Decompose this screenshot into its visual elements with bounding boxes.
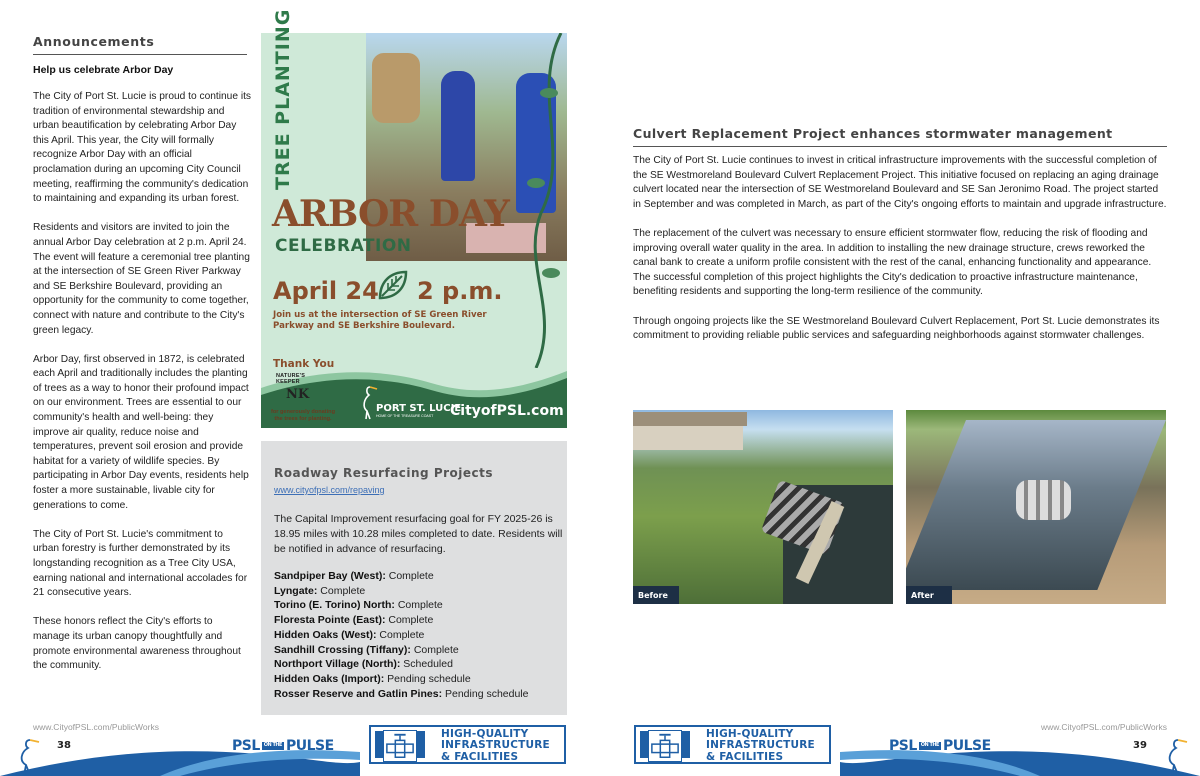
- footer-url-left[interactable]: www.CityofPSL.com/PublicWorks: [33, 722, 159, 732]
- culvert-paragraph: The City of Port St. Lucie continues to invest in critical infrastructure improvements with the successful completion of the SE Westmoreland Boulevard Culvert Replacement Project. This initiative focused on replacing an aging drainage culvert located near the intersection of SE Westmoreland Boulevard and SE San Jeronimo Road. The project started in September and was completed in March, as part of the City's ongoing efforts to maintain and upgrade infrastructure.: [633, 155, 1167, 210]
- infrastructure-badge: HIGH-QUALITY INFRASTRUCTURE & FACILITIES: [369, 725, 566, 764]
- celebration-subtitle: CELEBRATION: [275, 236, 412, 256]
- event-location: Join us at the intersection of SE Green River Parkway and SE Berkshire Boulevard.: [273, 310, 487, 331]
- culvert-paragraph: Through ongoing projects like the SE Westmoreland Boulevard Culvert Replacement, Port St. Lucie demonstrates its commitment to providing reliable public services and safeguarding neighborhoods against stormwater challenges.: [633, 315, 1160, 342]
- psl-on-the-pulse-logo: PSL ON THE PULSE: [889, 738, 991, 754]
- list-item: Lyngate: Complete: [274, 584, 366, 597]
- heron-icon: [1160, 736, 1190, 776]
- sponsor-note: for generously donating the trees for planting.: [270, 409, 336, 422]
- arbor-day-title: ARBOR DAY: [272, 193, 509, 235]
- page-number-right: 39: [1133, 740, 1147, 751]
- roadway-title: Roadway Resurfacing Projects: [274, 466, 494, 480]
- natures-keeper-logo: NATURE'S KEEPER NK: [276, 373, 310, 402]
- thank-you-label: Thank You: [273, 358, 335, 370]
- infrastructure-badge: HIGH-QUALITY INFRASTRUCTURE & FACILITIES: [634, 725, 831, 764]
- new-culvert-pipes: [1016, 480, 1071, 520]
- after-photo: [906, 410, 1166, 604]
- roadway-project-list: [274, 569, 564, 701]
- culvert-paragraph: The replacement of the culvert was necessary to ensure efficient stormwater flow, reducing the risk of flooding and improving overall water quality in the area. In addition to installing the new drainage structure, crews reworked the canal bank to create a uniform profile consistent with the rest of the canal, enhancing functionality and appearance. The successful completion of this project highlights the City's dedication to proactive infrastructure maintenance, benefiting residents and supporting the long-term resilience of the community.: [633, 227, 1152, 298]
- before-photo: [633, 410, 893, 604]
- arbor-paragraph: These honors reflect the City's efforts to manage its urban canopy thoughtfully and promote environmental awareness throughout the community.: [33, 616, 241, 672]
- arbor-paragraph: Arbor Day, first observed in 1872, is celebrated each April and traditionally includes the planting of trees as a way to honor their profound impact on our environment. Trees are essential to our community's health and well-being: they improve air quality, reduce noise and temperatures, prevent soil erosion and provide habitat for a variety of wildlife species. By participating in Arbor Day events, residents help foster a more sustainable, livable city for generations to come.: [33, 353, 249, 511]
- heron-icon: [358, 385, 378, 421]
- valve-icon: [648, 730, 682, 762]
- arbor-article-body: [33, 90, 251, 688]
- event-time: 2 p.m.: [417, 277, 503, 305]
- house-shape: [633, 412, 743, 450]
- arbor-paragraph: Residents and visitors are invited to join the annual Arbor Day celebration at 2 p.m. April 24. The event will feature a ceremonial tree planting at the intersection of SE Green River Parkway and SE Berkshire Boulevard, providing an opportunity for the community to come together, connect with nature and contribute to the City's green legacy.: [33, 222, 250, 336]
- page-number-left: 38: [57, 740, 71, 751]
- leaf-icon: [374, 268, 410, 304]
- before-label: Before: [633, 586, 679, 604]
- port-st-lucie-logo: PORT ST. LUCIE HOME OF THE TREASURE COAST: [356, 383, 446, 423]
- list-item: Northport Village (North): Scheduled: [274, 658, 453, 671]
- list-item: Hidden Oaks (West): Complete: [274, 628, 425, 641]
- list-item: Rosser Reserve and Gatlin Pines: Pending schedule: [274, 687, 529, 700]
- event-date: April 24: [273, 277, 379, 305]
- psl-on-the-pulse-logo: PSL ON THE PULSE: [232, 738, 334, 754]
- flyer-url[interactable]: CityofPSL.com: [450, 403, 564, 419]
- arbor-subheading: Help us celebrate Arbor Day: [33, 64, 174, 76]
- tree-planting-vertical-text: TREE PLANTING: [272, 8, 294, 190]
- arbor-paragraph: The City of Port St. Lucie's commitment to urban forestry is further demonstrated by its longstanding recognition as a Tree City USA, earning national and international accolades for 21 consecutive years.: [33, 528, 248, 599]
- roadway-body: The Capital Improvement resurfacing goal for FY 2025-26 is 18.95 miles with 10.28 miles completed to date. Residents will be notified in advance of resurfacing.: [274, 513, 563, 555]
- heron-icon: [12, 736, 42, 776]
- arbor-paragraph: The City of Port St. Lucie is proud to continue its tradition of environmental stewardship and urban beautification by celebrating Arbor Day this April. This year, the City will formally recognize Arbor Day with an official proclamation during an upcoming City Council meeting, reaffirming the community's dedication to maintaining and expanding its urban forest.: [33, 91, 252, 205]
- culvert-article-body: [633, 154, 1167, 358]
- list-item: Floresta Pointe (East): Complete: [274, 614, 434, 627]
- list-item: Hidden Oaks (Import): Pending schedule: [274, 672, 471, 685]
- volunteer-figure: [441, 71, 475, 181]
- list-item: Sandhill Crossing (Tiffany): Complete: [274, 643, 459, 656]
- after-label: After: [906, 586, 952, 604]
- culvert-heading: Culvert Replacement Project enhances stormwater management: [633, 126, 1167, 147]
- footer-url-right[interactable]: www.CityofPSL.com/PublicWorks: [1041, 722, 1167, 732]
- water-tank: [372, 53, 420, 123]
- list-item: Torino (E. Torino) North: Complete: [274, 599, 443, 612]
- announcements-heading: Announcements: [33, 34, 247, 55]
- valve-icon: [383, 730, 417, 762]
- repaving-link[interactable]: www.cityofpsl.com/repaving: [274, 485, 385, 495]
- list-item: Sandpiper Bay (West): Complete: [274, 570, 434, 582]
